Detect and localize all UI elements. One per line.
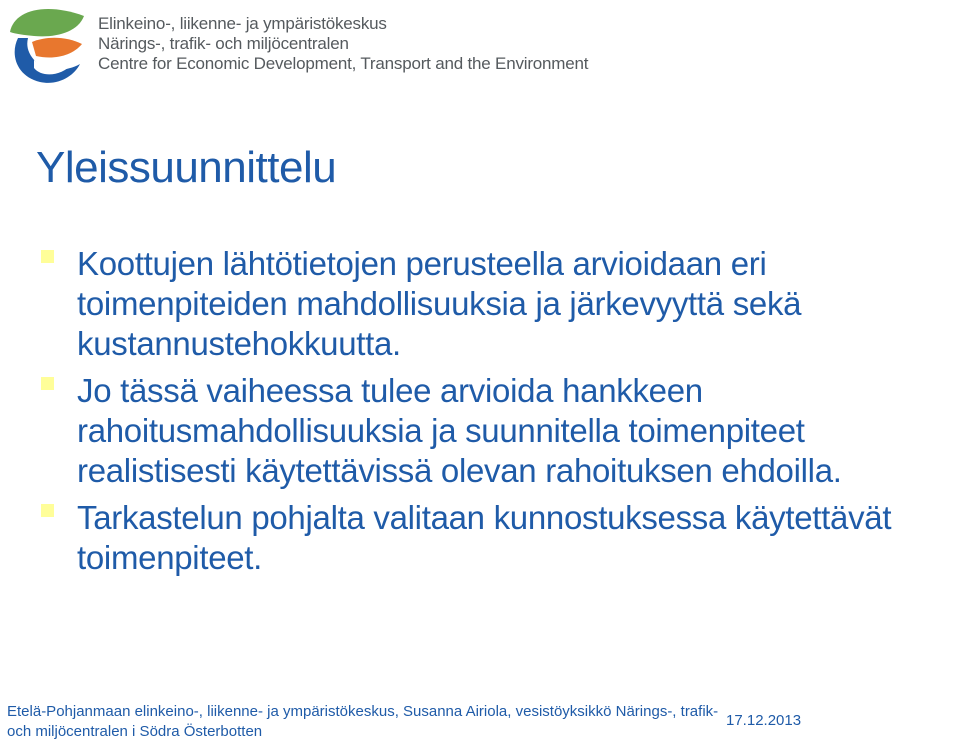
bullet-text: Tarkastelun pohjalta valitaan kunnostuksessa käytettävät toimenpiteet.: [77, 499, 892, 576]
square-bullet-icon: [41, 250, 54, 263]
square-bullet-icon: [41, 504, 54, 517]
bullet-item: [0, 498, 960, 578]
bullet-item: [0, 244, 960, 364]
bullet-text: Koottujen lähtötietojen perusteella arvioidaan eri toimenpiteiden mahdollisuuksia ja järkevyyttä sekä kustannustehokkuutta.: [77, 245, 802, 362]
org-name-english: Centre for Economic Development, Transport and the Environment: [98, 54, 589, 73]
bullet-item: [0, 371, 960, 491]
square-bullet-icon: [41, 377, 54, 390]
footer-date: 17.12.2013: [726, 712, 802, 729]
org-name-swedish: Närings-, trafik- och miljöcentralen: [98, 34, 349, 53]
footer-text: Etelä-Pohjanmaan elinkeino-, liikenne- ja ympäristökeskus, Susanna Airiola, vesistöyksikkö Närings-, trafik- och miljöcentralen i Södra Österbotten: [7, 703, 719, 739]
bullet-text: Jo tässä vaiheessa tulee arvioida hankkeen rahoitusmahdollisuuksia ja suunnitella toimenpiteet realistisesti käytettävissä olevan rahoituksen ehdoilla.: [77, 372, 842, 489]
bullet-list: [0, 244, 960, 585]
org-name-finnish: Elinkeino-, liikenne- ja ympäristökeskus: [98, 14, 387, 33]
ely-centre-logo-icon: [6, 2, 86, 84]
organization-names: [98, 14, 588, 74]
slide-title: Yleissuunnittelu: [36, 143, 337, 192]
